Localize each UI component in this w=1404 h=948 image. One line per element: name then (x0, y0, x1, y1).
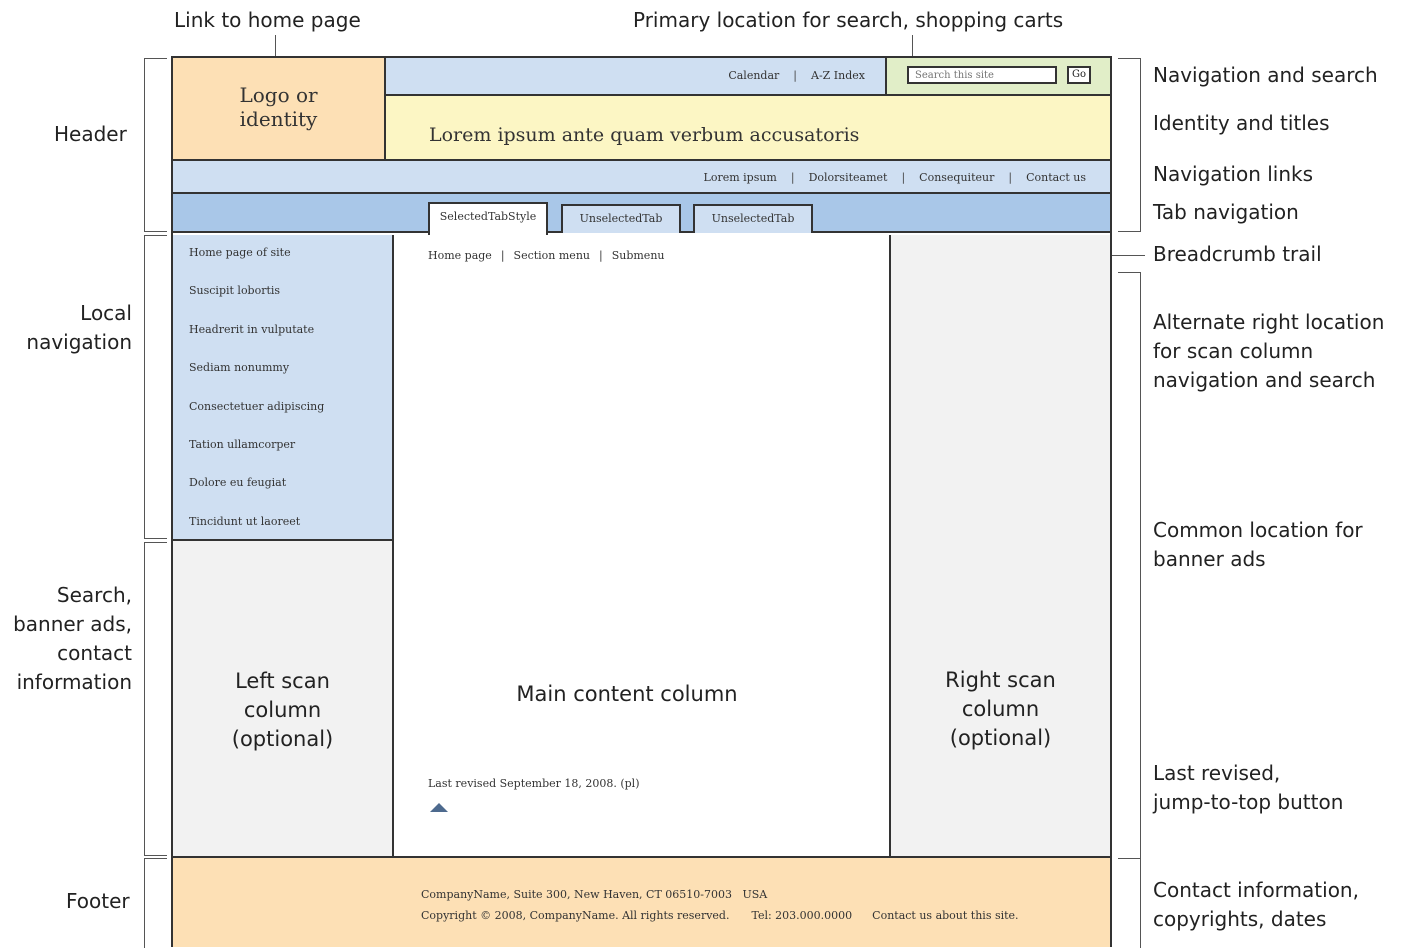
annotation-last-revised: Last revised, jump-to-top button (1153, 761, 1344, 814)
separator: | (901, 171, 906, 184)
nav-link[interactable]: Dolorsiteamet (808, 171, 888, 184)
search-banner-bracket (144, 542, 167, 856)
local-nav (173, 235, 394, 541)
tab-unselected[interactable]: UnselectedTab (561, 204, 681, 233)
separator: | (1008, 171, 1013, 184)
footer-tel: Tel: 203.000.0000 (751, 909, 853, 922)
annotation-breadcrumb: Breadcrumb trail (1153, 242, 1322, 266)
footer (173, 856, 1110, 947)
tab-selected[interactable]: SelectedTabStyle (428, 202, 548, 235)
annotation-local-nav: Local navigation (26, 301, 132, 354)
local-nav-item[interactable]: Dolore eu feugiat (189, 476, 287, 489)
annotation-tab-nav: Tab navigation (1153, 200, 1299, 224)
nav-link[interactable]: Lorem ipsum (703, 171, 777, 184)
nav-links-bar (173, 159, 1110, 194)
annotation-footer: Footer (66, 889, 130, 913)
local-nav-item[interactable]: Consectetuer adipiscing (189, 400, 325, 413)
search-input[interactable] (907, 66, 1057, 84)
annotation-contact-copy: Contact information, copyrights, dates (1153, 878, 1359, 931)
separator: | (599, 249, 603, 262)
footer-bracket (144, 858, 167, 948)
footer-address: CompanyName, Suite 300, New Haven, CT 06510-7003 USA (421, 888, 768, 901)
footer-copyright-line (421, 909, 1019, 922)
right-scan-column (889, 235, 1110, 858)
separator: | (500, 249, 505, 262)
footer-contact-link[interactable]: Contact us about this site. (872, 909, 1019, 922)
breadcrumb-item[interactable]: Submenu (611, 249, 665, 262)
local-nav-item[interactable]: Tincidunt ut laoreet (189, 515, 301, 528)
breadcrumb-item[interactable]: Home page (428, 249, 492, 262)
annotation-link-home: Link to home page (174, 8, 361, 32)
main-content-label: Main content column (516, 682, 738, 706)
annotation-primary-search: Primary location for search, shopping carts (633, 8, 1064, 32)
title-band (386, 96, 1110, 159)
local-nav-item[interactable]: Suscipit lobortis (189, 284, 281, 297)
nav-link[interactable]: Consequiteur (919, 171, 995, 184)
annotation-identity-titles: Identity and titles (1153, 111, 1330, 135)
footer-copyright: Copyright © 2008, CompanyName. All rights reserved. (421, 909, 730, 922)
tab-unselected[interactable]: UnselectedTab (693, 204, 813, 233)
left-scan-label: Left scan column (optional) (231, 669, 334, 751)
right-scan-bracket (1118, 272, 1141, 859)
local-nav-item[interactable]: Sediam nonummy (189, 361, 290, 374)
annotation-nav-links: Navigation links (1153, 162, 1314, 186)
local-nav-item[interactable]: Headrerit in vulputate (189, 323, 315, 336)
breadcrumb (428, 249, 665, 262)
main-content (394, 235, 890, 858)
local-nav-item[interactable]: Home page of site (189, 246, 291, 259)
separator: | (790, 171, 795, 184)
annotation-alt-right: Alternate right location for scan column navigation and search (1153, 310, 1385, 392)
jump-to-top-icon[interactable] (430, 802, 448, 813)
right-header-bracket (1118, 58, 1141, 232)
annotation-search-banner: Search, banner ads, contact information (13, 583, 132, 694)
local-nav-bracket (144, 235, 167, 539)
separator: | (793, 69, 797, 82)
right-footer-bracket (1118, 858, 1141, 948)
logo-text: Logo or identity (239, 83, 318, 131)
az-index-link[interactable]: A-Z Index (811, 69, 865, 82)
breadcrumb-item[interactable]: Section menu (513, 249, 590, 262)
nav-link[interactable]: Contact us (1026, 171, 1086, 184)
last-revised-text: Last revised September 18, 2008. (pl) (428, 777, 640, 790)
right-scan-label: Right scan column (optional) (945, 668, 1056, 750)
header-bracket (144, 58, 167, 232)
go-button[interactable]: Go (1067, 66, 1091, 84)
search-area (885, 58, 1110, 96)
left-scan-column (173, 541, 394, 858)
top-links-bar (386, 58, 885, 96)
annotation-header: Header (54, 122, 127, 146)
site-title: Lorem ipsum ante quam verbum accusatoris (429, 124, 860, 146)
local-nav-item[interactable]: Tation ullamcorper (189, 438, 296, 451)
logo-block[interactable] (173, 58, 386, 159)
calendar-link[interactable]: Calendar (728, 69, 780, 82)
annotation-nav-search: Navigation and search (1153, 63, 1378, 87)
annotation-banner-ads: Common location for banner ads (1153, 518, 1363, 571)
